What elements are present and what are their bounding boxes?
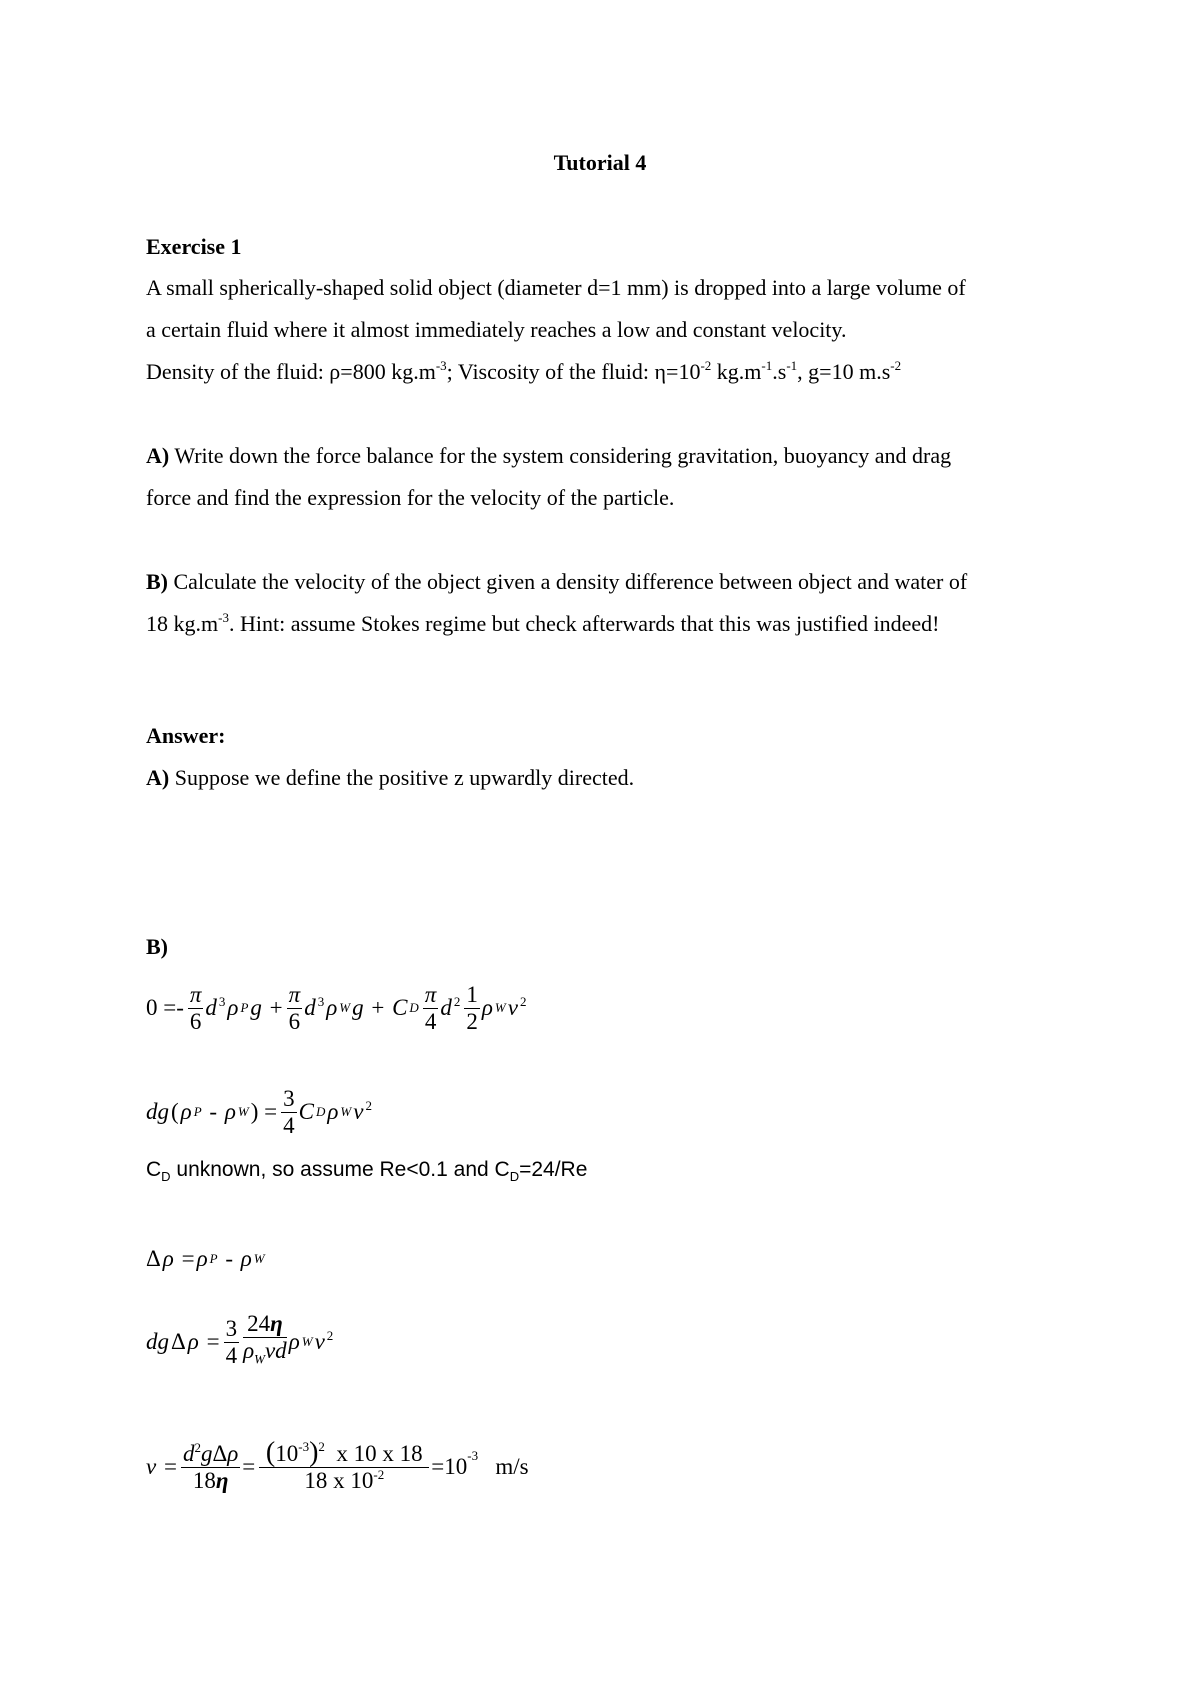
cd-subscript: D — [161, 1169, 171, 1185]
equation-stokes-substitution: dg Δ ρ = $\frac{3}{4}$ $\frac{24\eta}{\rho_Wvd}$ ρ W v $^2$ — [146, 1311, 334, 1368]
density-exponent: -3 — [435, 358, 447, 373]
cd-subscript-2: D — [509, 1169, 520, 1185]
equation-force-balance: 0 =- $\frac{\pi}{6}$ d $^3$ ρ P g + $\frac{\pi}{6}$ d $^3$ ρ W g + C D $\frac{\pi}{4}$ d $^2$ $\frac{1}{2}$ ρ W v $^2$ — [146, 981, 527, 1034]
part-b-density-exponent: -3 — [218, 610, 229, 625]
viscosity-unit-exp-s: -1 — [786, 358, 798, 373]
part-b-density-text: 18 kg.m — [146, 611, 219, 636]
exercise-line-1: A small spherically-shaped solid object (diameter d=1 mm) is dropped into a large volume of — [146, 275, 966, 300]
answer-heading: Answer: — [146, 723, 226, 748]
part-a-question-line-1 — [146, 443, 951, 469]
part-b-label: B) — [146, 569, 168, 594]
cd-symbol: C — [146, 1158, 162, 1181]
gravity-text: , g=10 m.s — [797, 359, 891, 384]
equation-velocity-result: v = $\frac{d^2g\Delta\rho}{18\eta}$ = $\frac{(10^{-3})^2 x 10 x 18}{18 x 10^{-2}}$ $=10^{-3}$ m/s — [146, 1437, 529, 1493]
part-a-label: A) — [146, 443, 170, 468]
answer-a-text: Suppose we define the positive z upwardly directed. — [169, 765, 635, 790]
part-b-question-line-2 — [146, 611, 940, 637]
equation-density-difference: Δ ρ = ρ P - ρ W — [146, 1246, 265, 1271]
answer-a-line — [146, 765, 634, 791]
answer-a-label: A) — [146, 765, 170, 790]
answer-b-label: B) — [146, 934, 168, 959]
viscosity-unit-exp-m: -1 — [761, 358, 773, 373]
page-title: Tutorial 4 — [553, 150, 647, 175]
part-a-question-line-2: force and find the expression for the velocity of the particle. — [146, 485, 675, 510]
viscosity-exponent: -2 — [700, 358, 712, 373]
viscosity-text: ; Viscosity of the fluid: η=10 — [446, 359, 701, 384]
exercise-line-2: a certain fluid where it almost immediately reaches a low and constant velocity. — [146, 317, 847, 342]
viscosity-unit-kg: kg.m — [711, 359, 762, 384]
exercise-heading: Exercise 1 — [146, 234, 242, 259]
drag-coefficient-note — [146, 1157, 587, 1190]
gravity-exponent: -2 — [890, 358, 902, 373]
part-b-hint: . Hint: assume Stokes regime but check afterwards that this was justified indeed! — [228, 611, 940, 636]
part-b-text: Calculate the velocity of the object given a density difference between object and water of — [168, 569, 968, 594]
equation-simplified-balance: dg ( ρ P - ρ W ) = $\frac{3}{4}$ C D ρ W v $^2$ — [146, 1085, 372, 1138]
density-text: Density of the fluid: ρ=800 kg.m — [146, 359, 436, 384]
cd-note-text: unknown, so assume Re<0.1 and C — [170, 1158, 510, 1181]
cd-stokes-law: =24/Re — [519, 1158, 588, 1181]
viscosity-unit-s: .s — [772, 359, 787, 384]
given-values-line — [146, 359, 901, 385]
part-a-text: Write down the force balance for the system considering gravitation, buoyancy and drag — [169, 443, 952, 468]
part-b-question-line-1 — [146, 569, 967, 595]
